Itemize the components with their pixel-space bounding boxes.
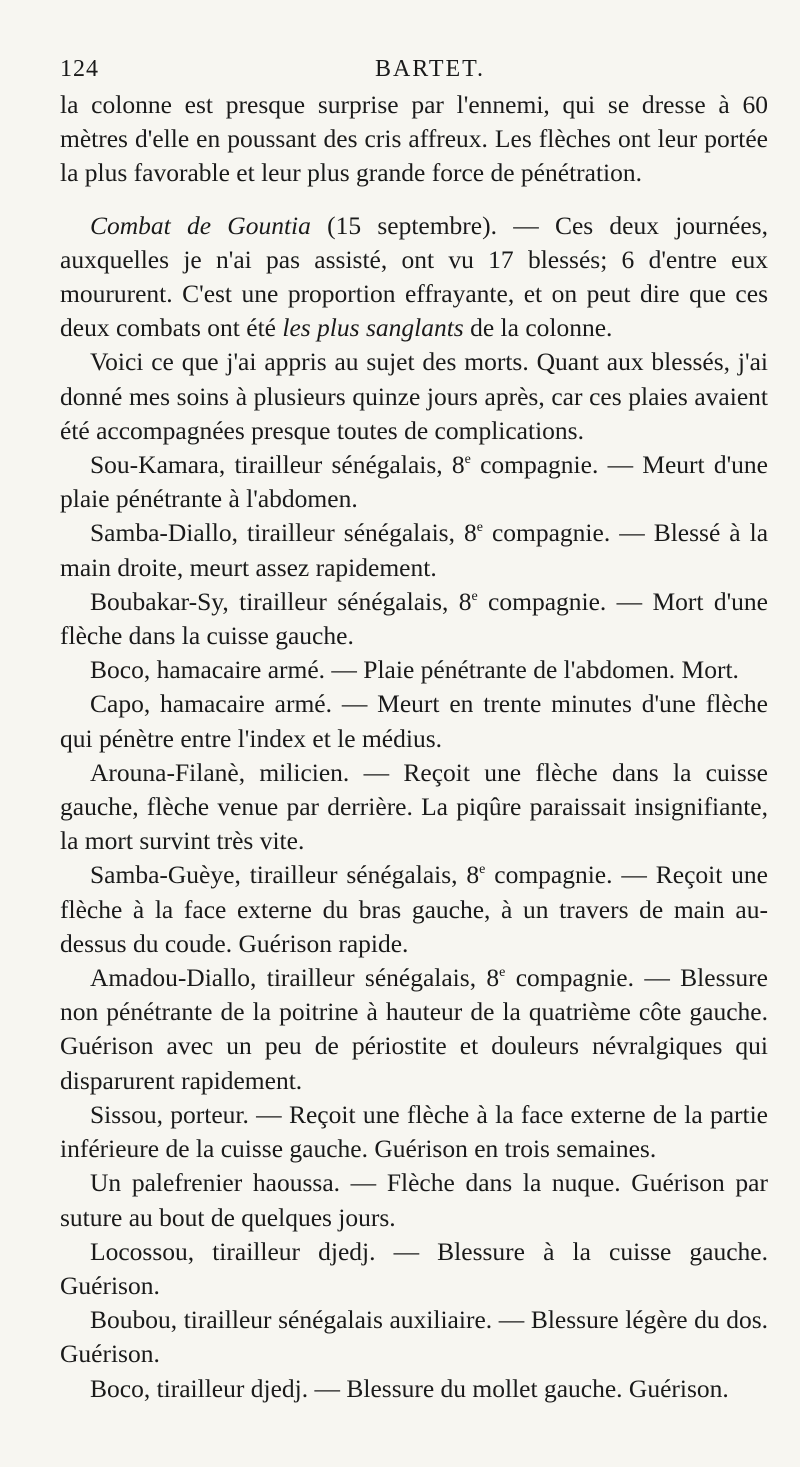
body-text bbox=[60, 88, 768, 1406]
entry-text: compagnie. — Blessé à la main droite, meurt assez rapidement. bbox=[60, 518, 769, 582]
casualty-entry bbox=[60, 516, 768, 584]
paragraph-text: de la colonne. bbox=[463, 313, 613, 343]
casualty-entry bbox=[60, 1166, 768, 1234]
entry-superscript: e bbox=[476, 520, 483, 536]
paragraph-combat-gountia bbox=[60, 209, 768, 346]
page-number: 124 bbox=[60, 56, 99, 82]
casualty-entry bbox=[60, 1098, 768, 1166]
entry-text: Boubou, tirailleur sénégalais auxiliaire. — Blessure légère du dos. Guérison. bbox=[60, 1305, 768, 1369]
entry-text: Samba-Guèye, tirailleur sénégalais, 8 bbox=[90, 860, 480, 890]
casualty-entry bbox=[60, 1303, 768, 1371]
entry-text: Sou-Kamara, tirailleur sénégalais, 8 bbox=[90, 450, 465, 480]
page-header bbox=[60, 56, 760, 86]
paragraph-text: Voici ce que j'ai appris au sujet des morts. Quant aux blessés, j'ai donné mes soins à plusieurs quinze jours après, car ces plaies avaient été accompagnées presque toutes de complications. bbox=[60, 347, 768, 445]
running-title: BARTET. bbox=[374, 56, 486, 82]
entry-superscript: e bbox=[471, 588, 478, 604]
paragraph-voici bbox=[60, 345, 768, 448]
entry-text: Boubakar-Sy, tirailleur sénégalais, 8 bbox=[90, 586, 472, 616]
casualty-entry bbox=[60, 653, 768, 687]
entry-text: Amadou-Diallo, tirailleur sénégalais, 8 bbox=[90, 963, 500, 993]
casualty-entry bbox=[60, 1235, 768, 1303]
entry-text: Samba-Diallo, tirailleur sénégalais, 8 bbox=[90, 518, 477, 548]
entry-superscript: e bbox=[499, 965, 506, 981]
entry-text: Boco, tirailleur djedj. — Blessure du mollet gauche. Guérison. bbox=[90, 1373, 729, 1403]
entry-text: Capo, hamacaire armé. — Meurt en trente minutes d'une flèche qui pénètre entre l'index et le médius. bbox=[60, 689, 768, 753]
entry-text: compagnie. — Reçoit une flèche à la face externe du bras gauche, à un travers de main au-dessus du coude. Guérison rapide. bbox=[60, 860, 768, 958]
casualty-entry bbox=[60, 858, 768, 961]
section-lead: Combat de Gountia bbox=[90, 210, 311, 240]
entry-text: Locossou, tirailleur djedj. — Blessure à la cuisse gauche. Guérison. bbox=[60, 1236, 768, 1300]
paragraph-intro bbox=[60, 88, 768, 191]
emphasis-phrase: les plus sanglants bbox=[282, 313, 464, 343]
entry-text: Boco, hamacaire armé. — Plaie pénétrante de l'abdomen. Mort. bbox=[90, 655, 739, 685]
paragraph-text: (15 septembre). — Ces deux journées, auxquelles je n'ai pas assisté, ont vu 17 blessés; 6 d'entre eux moururent. C'est une proportion effrayante, et on peut dire que ces deux combats ont été bbox=[60, 210, 768, 343]
casualty-entry bbox=[60, 961, 768, 1098]
casualty-entry bbox=[60, 687, 768, 755]
paragraph-text: la colonne est presque surprise par l'ennemi, qui se dresse à 60 mètres d'elle en poussant des cris affreux. Les flèches ont leur portée la plus favorable et leur plus grande force de pénétration. bbox=[60, 90, 768, 188]
entry-text: Arouna-Filanè, milicien. — Reçoit une flèche dans la cuisse gauche, flèche venue par derrière. La piqûre paraissait insignifiante, la mort survint très vite. bbox=[60, 757, 768, 856]
entry-superscript: e bbox=[464, 452, 471, 468]
casualty-entry bbox=[60, 585, 768, 653]
entry-text: compagnie. — Mort d'une flèche dans la cuisse gauche. bbox=[60, 586, 768, 651]
casualty-entry bbox=[60, 756, 768, 859]
casualty-entry bbox=[60, 1372, 768, 1406]
entry-superscript: e bbox=[479, 862, 486, 878]
entry-text: Sissou, porteur. — Reçoit une flèche à la face externe de la partie inférieure de la cuisse gauche. Guérison en trois semaines. bbox=[60, 1099, 768, 1164]
casualty-entry bbox=[60, 448, 768, 516]
entry-text: Un palefrenier haoussa. — Flèche dans la nuque. Guérison par suture au bout de quelques jours. bbox=[60, 1168, 768, 1232]
entry-text: compagnie. — Meurt d'une plaie pénétrante à l'abdomen. bbox=[60, 450, 768, 514]
entry-text: compagnie. — Blessure non pénétrante de la poitrine à hauteur de la quatrième côte gauche. Guérison avec un peu de périostite et douleurs névralgiques qui disparurent rapidement. bbox=[60, 963, 768, 1095]
